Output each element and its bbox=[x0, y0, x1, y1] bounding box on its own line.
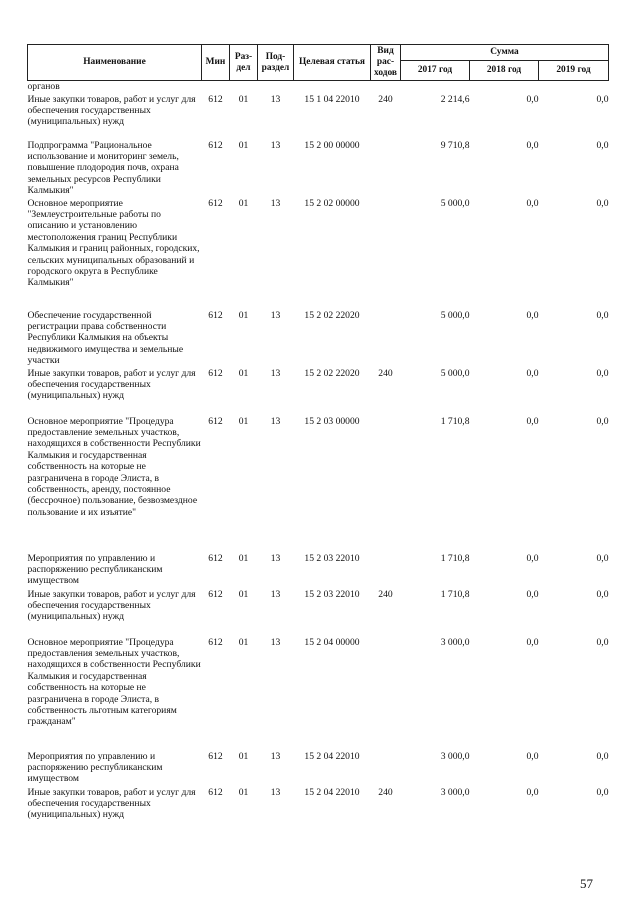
row-celevaya: 15 2 03 22010 bbox=[304, 588, 360, 600]
header-2019: 2019 год bbox=[539, 61, 609, 81]
row-min: 612 bbox=[208, 197, 223, 209]
row-sum-2017: 3 000,0 bbox=[440, 636, 470, 648]
row-podrazdel: 13 bbox=[270, 552, 281, 564]
row-sum-2018: 0,0 bbox=[526, 786, 539, 798]
row-sum-2017: 5 000,0 bbox=[440, 309, 470, 321]
row-sum-2019: 0,0 bbox=[596, 750, 609, 762]
row-celevaya: 15 2 04 22010 bbox=[304, 750, 360, 762]
row-celevaya: 15 2 03 22010 bbox=[304, 552, 360, 564]
row-sum-2017: 3 000,0 bbox=[440, 750, 470, 762]
row-sum-2017: 5 000,0 bbox=[440, 197, 470, 209]
row-min: 612 bbox=[208, 552, 223, 564]
row-sum-2017: 1 710,8 bbox=[440, 552, 470, 564]
row-podrazdel: 13 bbox=[270, 588, 281, 600]
row-sum-2019: 0,0 bbox=[596, 309, 609, 321]
row-podrazdel: 13 bbox=[270, 786, 281, 798]
row-sum-2017 bbox=[401, 81, 470, 94]
row-celevaya: 15 1 04 22010 bbox=[304, 93, 360, 105]
table-row bbox=[28, 416, 609, 553]
row-name: Обеспечение государственной регистрации права собственности Республики Калмыкия на объекты недвижимого имущества и земельные участки bbox=[27, 309, 184, 367]
row-sum-2017: 3 000,0 bbox=[440, 786, 470, 798]
row-min: 612 bbox=[208, 93, 223, 105]
row-sum-2018 bbox=[470, 81, 539, 94]
header-vid: Вид рас-ходов bbox=[371, 45, 401, 81]
row-celevaya: 15 2 02 00000 bbox=[304, 197, 360, 209]
row-name: органов bbox=[27, 81, 60, 92]
row-min: 612 bbox=[208, 750, 223, 762]
row-razdel bbox=[230, 81, 258, 94]
row-name: Иные закупки товаров, работ и услуг для обеспечения государственных (муниципальных) нужд bbox=[27, 588, 196, 623]
row-razdel: 01 bbox=[238, 93, 249, 105]
row-razdel: 01 bbox=[238, 552, 249, 564]
table-row bbox=[28, 787, 609, 835]
row-name: Основное мероприятие "Процедура предоставления земельных участков, находящихся в собственности Республики Калмыкия и государственная собственность на которые не разграничена в городе Элиста, в собственность льготным категориям гражданам" bbox=[27, 636, 201, 728]
table-header bbox=[28, 45, 609, 81]
header-min: Мин bbox=[202, 45, 230, 81]
row-vid bbox=[371, 416, 401, 553]
row-name: Основное мероприятие "Процедура предоставление земельных участков, находящихся в собственности Республики Калмыкия и государственная собственность на которые не разграничена в городе Элиста, в собственность, аренду, постоянное (бессрочное) пользование, безвозмездное пользование и их изъятие" bbox=[27, 415, 201, 518]
row-sum-2018: 0,0 bbox=[526, 197, 539, 209]
row-vid: 240 bbox=[378, 588, 393, 600]
table-row bbox=[28, 94, 609, 140]
row-sum-2018: 0,0 bbox=[526, 139, 539, 151]
row-celevaya: 15 2 03 00000 bbox=[304, 415, 360, 427]
row-min: 612 bbox=[208, 786, 223, 798]
row-vid: 240 bbox=[378, 786, 393, 798]
row-podrazdel: 13 bbox=[270, 415, 281, 427]
row-razdel: 01 bbox=[238, 367, 249, 379]
row-min: 612 bbox=[208, 139, 223, 151]
row-sum-2018: 0,0 bbox=[526, 367, 539, 379]
row-sum-2018: 0,0 bbox=[526, 415, 539, 427]
row-celevaya: 15 2 04 00000 bbox=[304, 636, 360, 648]
row-min: 612 bbox=[208, 309, 223, 321]
row-sum-2019: 0,0 bbox=[596, 786, 609, 798]
row-podrazdel: 13 bbox=[270, 636, 281, 648]
row-podrazdel: 13 bbox=[270, 93, 281, 105]
table-row bbox=[28, 140, 609, 198]
table-row bbox=[28, 589, 609, 637]
row-celevaya: 15 2 04 22010 bbox=[304, 786, 360, 798]
page-number: 57 bbox=[580, 876, 593, 891]
row-podrazdel: 13 bbox=[270, 750, 281, 762]
row-sum-2017: 9 710,8 bbox=[440, 139, 470, 151]
row-celevaya: 15 2 00 00000 bbox=[304, 139, 360, 151]
header-2018: 2018 год bbox=[470, 61, 539, 81]
row-sum-2019: 0,0 bbox=[596, 93, 609, 105]
row-sum-2018: 0,0 bbox=[526, 552, 539, 564]
row-name: Подпрограмма "Рациональное использование и мониторинг земель, повышение плодородия почв, охрана земельных ресурсов Республики Калмыкия" bbox=[27, 139, 179, 197]
row-razdel: 01 bbox=[238, 139, 249, 151]
row-sum-2018: 0,0 bbox=[526, 309, 539, 321]
row-min: 612 bbox=[208, 588, 223, 600]
table-row bbox=[28, 81, 609, 94]
row-name: Иные закупки товаров, работ и услуг для обеспечения государственных (муниципальных) нужд bbox=[27, 786, 196, 821]
row-sum-2017: 2 214,6 bbox=[440, 93, 470, 105]
row-vid: 240 bbox=[378, 93, 393, 105]
header-summa: Сумма bbox=[401, 45, 609, 61]
header-celevaya: Целевая статья bbox=[294, 45, 371, 81]
row-vid bbox=[371, 751, 401, 787]
row-podrazdel: 13 bbox=[270, 197, 281, 209]
budget-sheet bbox=[27, 44, 608, 835]
row-sum-2018: 0,0 bbox=[526, 750, 539, 762]
table-row bbox=[28, 637, 609, 751]
row-razdel: 01 bbox=[238, 309, 249, 321]
table-row bbox=[28, 310, 609, 368]
header-podrazdel: Под-раздел bbox=[258, 45, 294, 81]
table-row bbox=[28, 751, 609, 787]
row-min: 612 bbox=[208, 636, 223, 648]
header-name: Наименование bbox=[28, 45, 202, 81]
row-sum-2019: 0,0 bbox=[596, 197, 609, 209]
row-sum-2017: 1 710,8 bbox=[440, 415, 470, 427]
row-sum-2019 bbox=[539, 81, 609, 94]
table-row bbox=[28, 553, 609, 589]
row-sum-2018: 0,0 bbox=[526, 588, 539, 600]
row-min: 612 bbox=[208, 415, 223, 427]
table-row bbox=[28, 368, 609, 416]
row-sum-2019: 0,0 bbox=[596, 367, 609, 379]
table-row bbox=[28, 198, 609, 310]
row-vid bbox=[371, 637, 401, 751]
row-celevaya: 15 2 02 22020 bbox=[304, 309, 360, 321]
row-sum-2017: 1 710,8 bbox=[440, 588, 470, 600]
row-name: Мероприятия по управлению и распоряжению республиканским имуществом bbox=[27, 750, 163, 785]
row-razdel: 01 bbox=[238, 750, 249, 762]
row-sum-2017: 5 000,0 bbox=[440, 367, 470, 379]
row-razdel: 01 bbox=[238, 415, 249, 427]
row-vid bbox=[371, 553, 401, 589]
row-vid bbox=[371, 81, 401, 94]
row-sum-2018: 0,0 bbox=[526, 636, 539, 648]
row-min bbox=[202, 81, 230, 94]
row-name: Основное мероприятие "Землеустроительные работы по описанию и установлению местоположения границ Республики Калмыкия и границ районных, городских, сельских муниципальных образований и городского округа в Республике Калмыкия" bbox=[27, 197, 200, 289]
row-podrazdel bbox=[258, 81, 294, 94]
row-vid bbox=[371, 310, 401, 368]
row-min: 612 bbox=[208, 367, 223, 379]
header-2017: 2017 год bbox=[401, 61, 470, 81]
row-razdel: 01 bbox=[238, 588, 249, 600]
row-podrazdel: 13 bbox=[270, 139, 281, 151]
row-razdel: 01 bbox=[238, 786, 249, 798]
row-sum-2019: 0,0 bbox=[596, 588, 609, 600]
row-name: Мероприятия по управлению и распоряжению республиканским имуществом bbox=[27, 552, 163, 587]
row-vid: 240 bbox=[378, 367, 393, 379]
row-vid bbox=[371, 140, 401, 198]
row-celevaya bbox=[294, 81, 371, 94]
row-name: Иные закупки товаров, работ и услуг для обеспечения государственных (муниципальных) нужд bbox=[27, 367, 196, 402]
row-celevaya: 15 2 02 22020 bbox=[304, 367, 360, 379]
budget-table bbox=[27, 44, 609, 835]
header-razdel: Раз-дел bbox=[230, 45, 258, 81]
row-sum-2019: 0,0 bbox=[596, 139, 609, 151]
row-vid bbox=[371, 198, 401, 310]
row-sum-2018: 0,0 bbox=[526, 93, 539, 105]
row-podrazdel: 13 bbox=[270, 367, 281, 379]
row-podrazdel: 13 bbox=[270, 309, 281, 321]
row-sum-2019: 0,0 bbox=[596, 552, 609, 564]
row-razdel: 01 bbox=[238, 636, 249, 648]
row-sum-2019: 0,0 bbox=[596, 415, 609, 427]
row-sum-2019: 0,0 bbox=[596, 636, 609, 648]
row-razdel: 01 bbox=[238, 197, 249, 209]
row-name: Иные закупки товаров, работ и услуг для обеспечения государственных (муниципальных) нужд bbox=[27, 93, 196, 128]
